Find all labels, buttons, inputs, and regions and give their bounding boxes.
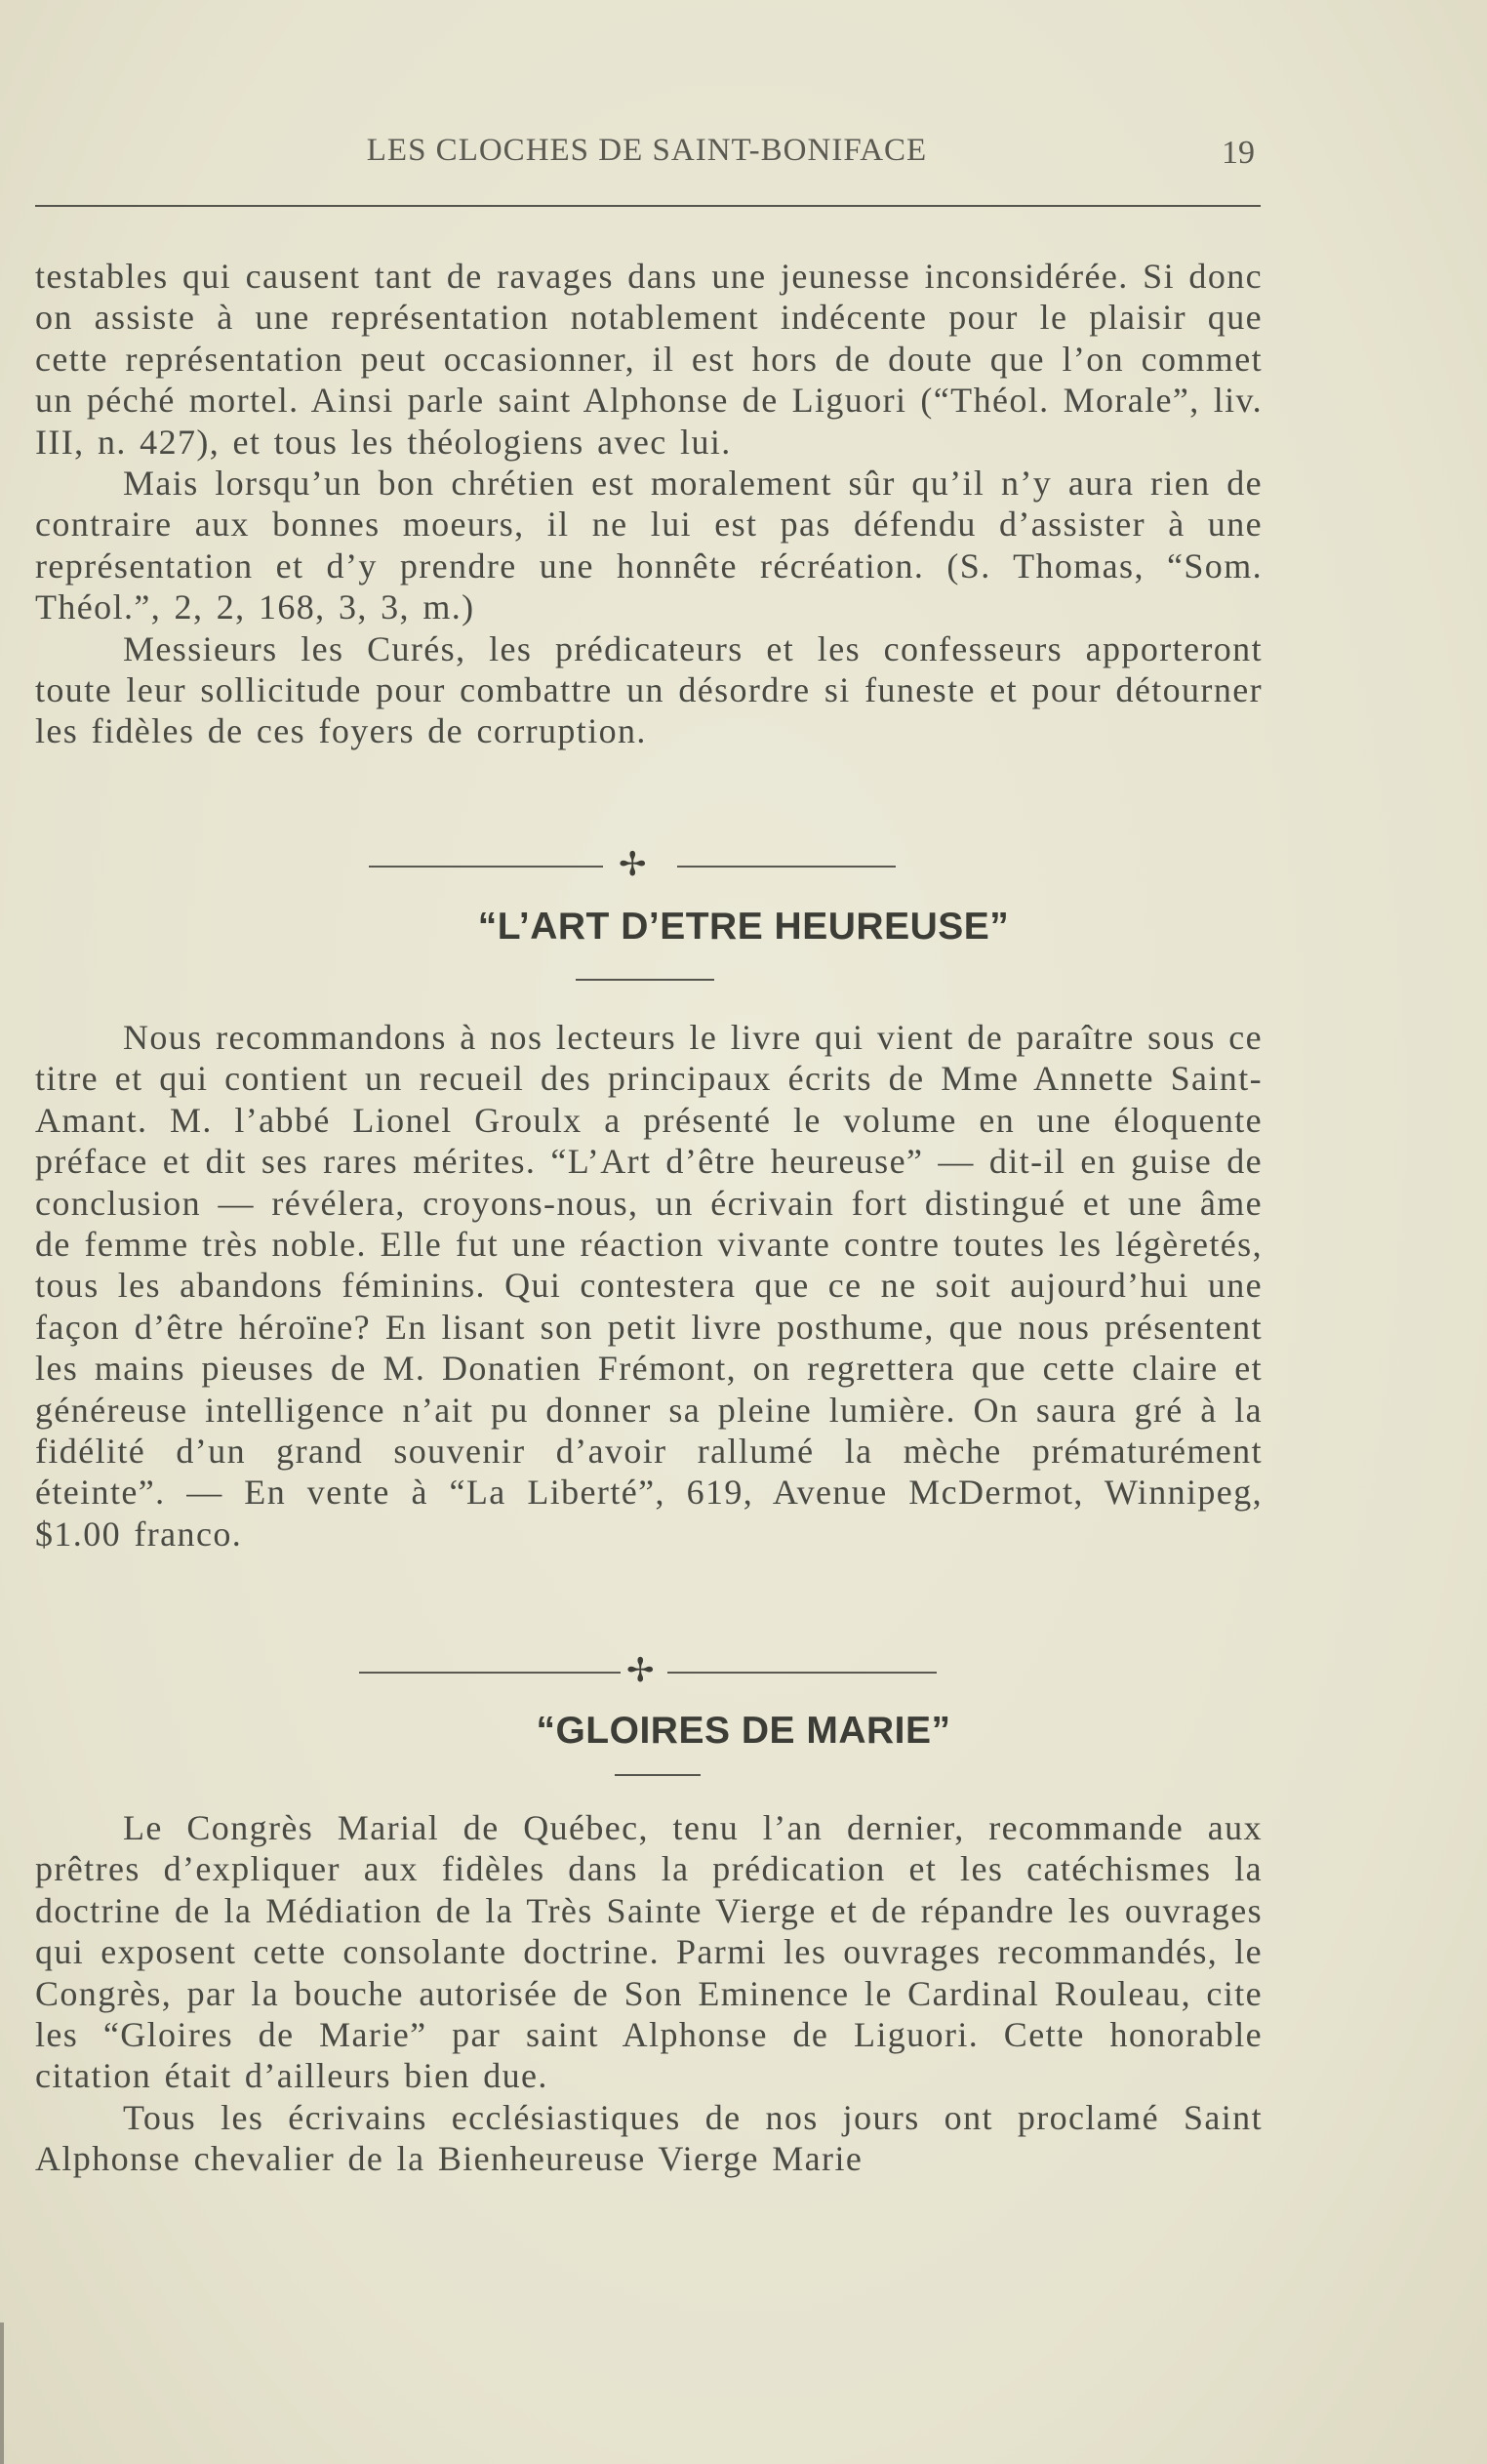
page-edge-shadow (0, 2323, 4, 2464)
paragraph: testables qui causent tant de ravages dans une jeunesse inconsidérée. Si donc on assiste à une représentation notablement indécente pour le plaisir que cette représentation peut occasionner, il est hors de doute que l’on commet un péché mortel. Ainsi parle saint Alphonse de Liguori (“Théol. Morale”, liv. III, n. 427), et tous les théologiens avec lui. (35, 257, 1263, 462)
paragraph: Nous recommandons à nos lecteurs le livre qui vient de paraître sous ce titre et qui contient un recueil des principaux écrits de Mme Annette Saint-Amant. M. l’abbé Lionel Groulx a présenté le volume en une éloquente préface et dit ses rares mérites. “L’Art d’être heureuse” — dit-il en guise de conclusion — révélera, croyons-nous, un écrivain fort distingué et une âme de femme très noble. Elle fut une réaction vivante contre toutes les légèretés, tous les abandons féminins. Qui contestera que ce ne soit aujourd’hui une façon d’être héroïne? En lisant son petit livre posthume, que nous présentent les mains pieuses de M. Donatien Frémont, on regrettera que cette claire et généreuse intelligence n’ait pu donner sa pleine lumière. On saura gré à la fidélité d’un grand souvenir d’avoir rallumé la mèche prématurément éteinte”. — En vente à “La Liberté”, 619, Avenue McDermot, Winnipeg, $1.00 franco. (35, 1018, 1263, 1554)
page-number: 19 (1222, 135, 1255, 171)
separator-line-left (369, 866, 603, 868)
section-separator (359, 1651, 937, 1690)
art-section-text (35, 1017, 1263, 1555)
maltese-cross-icon: ✢ (619, 845, 647, 884)
paragraph: Le Congrès Marial de Québec, tenu l’an dernier, recommande aux prêtres d’expliquer aux fidèles dans la prédication et les catéchismes la doctrine de la Médiation de la Très Sainte Vierge et de répandre les ouvrages qui exposent cette consolante doctrine. Parmi les ouvrages recommandés, le Congrès, par la bouche autorisée de Son Eminence le Cardinal Rouleau, cite les “Gloires de Marie” par saint Alphonse de Liguori. Cette honorable citation était d’ailleurs bien due. (35, 1808, 1263, 2096)
separator-line-left (359, 1672, 621, 1674)
separator-line-right (667, 1672, 937, 1674)
continued-text-block (35, 256, 1263, 752)
paragraph: Messieurs les Curés, les prédicateurs et les confesseurs apporteront toute leur sollicitude pour combattre un désordre si funeste et pour détourner les fidèles de ces foyers de corruption. (35, 628, 1263, 751)
gloires-section-text (35, 1807, 1263, 2180)
section-title-gloires: “GLOIRES DE MARIE” (536, 1710, 951, 1752)
running-title: LES CLOCHES DE SAINT-BONIFACE (366, 133, 928, 168)
title-underline (615, 1774, 701, 1776)
paragraph: Tous les écrivains ecclésiastiques de nos jours ont proclamé Saint Alphonse chevalier de la Bienheureuse Vierge Marie (35, 2097, 1263, 2179)
maltese-cross-icon: ✢ (626, 1651, 655, 1690)
header-rule (35, 205, 1261, 207)
paragraph: Mais lorsqu’un bon chrétien est moralement sûr qu’il n’y aura rien de contraire aux bonnes moeurs, il ne lui est pas défendu d’assister à une représentation et d’y prendre une honnête récréation. (S. Thomas, “Som. Théol.”, 2, 2, 168, 3, 3, m.) (35, 464, 1263, 627)
title-underline (576, 979, 714, 981)
section-title-art: “L’ART D’ETRE HEUREUSE” (477, 906, 1010, 948)
section-separator (369, 845, 896, 884)
separator-line-right (677, 866, 896, 868)
